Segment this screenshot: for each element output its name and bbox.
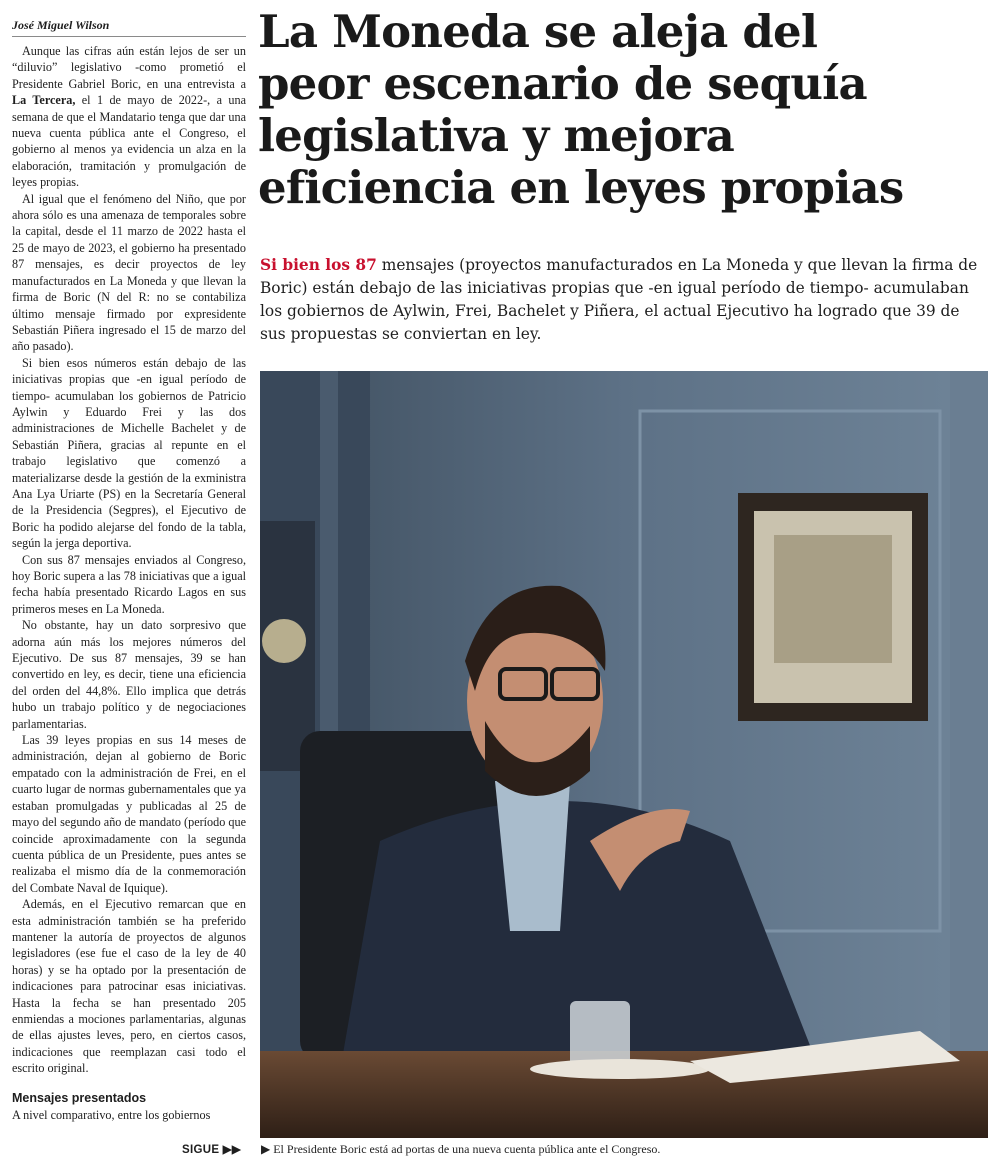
photo-caption: ▶ El Presidente Boric está ad portas de una nueva cuenta pública ante el Congreso. <box>261 1142 661 1156</box>
lede-lead-in: Si bien los 87 <box>260 256 377 274</box>
paragraph-1-text-b: el 1 de mayo de 2022-, a una semana de que el Mandatario tenga que dar una nueva cuenta pública ante el Congreso, el gobierno al menos ya evidencia un alza en la elaboración, tramitación y promulgación de leyes propias. <box>12 93 246 190</box>
byline: José Miguel Wilson <box>12 18 246 37</box>
paragraph-4: Con sus 87 mensajes enviados al Congreso, hoy Boric supera a las 78 iniciativas que a igual fecha había presentado Ricardo Lagos en sus primeros meses en La Moneda. <box>12 552 246 616</box>
article-photo <box>260 371 988 1138</box>
paragraph-7: Además, en el Ejecutivo remarcan que en esta administración también se ha preferido mantener la autoría de proyectos de algunos legisladores (ese fue el caso de la ley de 40 horas) y se ha optado por la presentación de indicaciones para patrocinar esas iniciativas. Hasta la fecha se han presentado 205 enmiendas a mociones parlamentarias, algunas de ellas ajustes leves, pero, en ciertos casos, indicaciones que reemplazan casi todo el escrito original. <box>12 897 246 1076</box>
paragraph-2: Al igual que el fenómeno del Niño, que por ahora sólo es una amenaza de temporales sobre la capital, desde el 11 marzo de 2022 hasta el 25 de mayo de 2023, el gobierno ha presentado 87 mensajes, es decir proyectos de ley manufacturados en La Moneda y que llevan la firma de Boric (N del R: no se contabiliza último mensaje firmado por expresidente Sebastián Piñera ingresado el 15 de marzo del año pasado). <box>12 191 246 354</box>
lede-text: mensajes (proyectos manufacturados en La Moneda y que llevan la firma de Boric) están debajo de las iniciativas propias que -en igual período de tiempo- acumulaban los gobiernos de Aylwin, Frei, Bachelet y Piñera, el actual Ejecutivo ha logrado que 39 de sus propuestas se conviertan en ley. <box>260 256 978 343</box>
headline-line-4: eficiencia en leyes propias <box>258 161 904 214</box>
subhead: Mensajes presentados <box>12 1090 147 1105</box>
article-body-column <box>12 18 246 1123</box>
paragraph-1 <box>12 43 246 191</box>
continue-marker: SIGUE ▶▶ <box>182 1144 242 1156</box>
article-body <box>12 43 246 1123</box>
headline-line-3: legislativa y mejora <box>258 109 734 162</box>
paragraph-1-text-a: Aunque las cifras aún están lejos de ser un “diluvio” legislativo -como prometió el Presidente Gabriel Boric, en una entrevista a <box>12 44 246 91</box>
photo-illustration <box>260 371 988 1138</box>
lede <box>260 254 980 346</box>
paragraph-3: Si bien esos números están debajo de las iniciativas propias que -en igual período de tiempo- acumulaban los gobiernos de Patricio Aylwin y Eduardo Frei y las dos administraciones de Michelle Bachelet y de Sebastián Piñera, gracias al repunte en el trabajo legislativo que comenzó a materializarse desde la gestión de la exministra Ana Lya Uriarte (PS) en la Secretaría General de la Presidencia (Segpres), el Ejecutivo de Boric ha podido alejarse del fondo de la tabla, según la jerga deportiva. <box>12 355 246 551</box>
headline <box>258 6 918 214</box>
headline-line-2: peor escenario de sequía <box>258 57 867 110</box>
headline-line-1: La Moneda se aleja del <box>258 5 818 58</box>
paragraph-8: A nivel comparativo, entre los gobiernos <box>12 1107 211 1122</box>
paragraph-6: Las 39 leyes propias en sus 14 meses de administración, dejan al gobierno de Boric empatado con la administración de Frei, en el cuarto lugar de normas gubernamentales que ya estaban promulgadas y publicadas al 25 de mayo del segundo año de mandato (período que coincide aproximadamente con la segunda cuenta pública de un Presidente, pues antes se realizaba el mismo día de la conmemoración del Combate Naval de Iquique). <box>12 733 246 895</box>
paragraph-5: No obstante, hay un dato sorpresivo que adorna aún más los mejores números del Ejecutivo. De sus 87 mensajes, 39 se han convertido en ley, es decir, tiene una eficiencia del orden del 44,8%. Ello implica que detrás hubo un trabajo político y de negociaciones parlamentarias. <box>12 618 246 731</box>
paragraph-1-bold: La Tercera, <box>12 93 76 108</box>
